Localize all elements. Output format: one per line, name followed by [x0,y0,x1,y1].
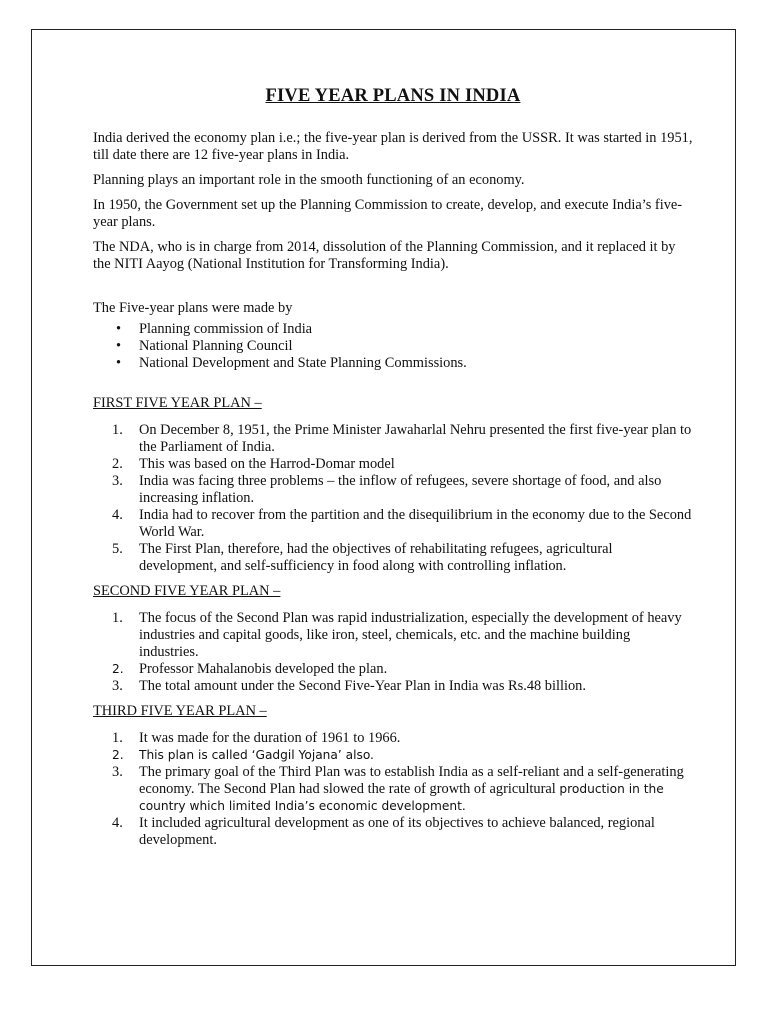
list-item: 3. India was facing three problems – the inflow of refugees, severe shortage of food, and also increasing inflation. [112,473,662,506]
first-plan-list [93,422,693,575]
intro-paragraph-3: In 1950, the Government set up the Planning Commission to create, develop, and execute India’s five-year plans. [93,197,683,230]
list-item: 4. India had to recover from the partition and the disequilibrium in the economy due to the Second World War. [112,507,692,540]
intro-paragraph-1: India derived the economy plan i.e.; the five-year plan is derived from the USSR. It was started in 1951, till date there are 12 five-year plans in India. [93,130,693,163]
list-item: 3. The primary goal of the Third Plan was to establish India as a self-reliant and a self-generating economy. The Second Plan had slowed the rate of growth of agricultural production in the country which limited India’s economic development. [112,764,684,813]
third-plan-list [93,730,693,849]
list-item: 2. Professor Mahalanobis developed the plan. [112,661,388,677]
section-heading-second-plan: SECOND FIVE YEAR PLAN – [93,583,281,599]
made-by-label: The Five-year plans were made by [93,300,293,316]
list-item: 2. This was based on the Harrod-Domar model [112,456,395,472]
list-item: 4. It included agricultural development as one of its objectives to achieve balanced, regional development. [112,815,655,848]
document-body [93,88,693,849]
intro-paragraph-4: The NDA, who is in charge from 2014, dissolution of the Planning Commission, and it replaced it by the NITI Aayog (National Institution for Transforming India). [93,239,676,272]
list-item: 1. The focus of the Second Plan was rapid industrialization, especially the development of heavy industries and capital goods, like iron, steel, chemicals, etc. and the machine building industries. [112,610,682,660]
section-heading-third-plan: THIRD FIVE YEAR PLAN – [93,703,267,719]
document-title: FIVE YEAR PLANS IN INDIA [265,86,521,106]
list-item: 5. The First Plan, therefore, had the objectives of rehabilitating refugees, agricultural development, and self-sufficiency in food along with controlling inflation. [112,541,613,574]
list-item: • National Planning Council [139,338,693,355]
list-item: 1. It was made for the duration of 1961 to 1966. [112,730,401,746]
section-heading-first-plan: FIRST FIVE YEAR PLAN – [93,395,262,411]
list-item: 1. On December 8, 1951, the Prime Minister Jawaharlal Nehru presented the first five-year plan to the Parliament of India. [112,422,692,455]
intro-paragraph-2: Planning plays an important role in the smooth functioning of an economy. [93,172,525,188]
list-item: 2. This plan is called ‘Gadgil Yojana’ also. [112,748,374,762]
list-item: • National Development and State Planning Commissions. [139,355,693,372]
list-item: • Planning commission of India [139,321,693,338]
list-item: 3. The total amount under the Second Five-Year Plan in India was Rs.48 billion. [112,678,586,694]
made-by-list [93,321,693,372]
second-plan-list [93,610,693,695]
